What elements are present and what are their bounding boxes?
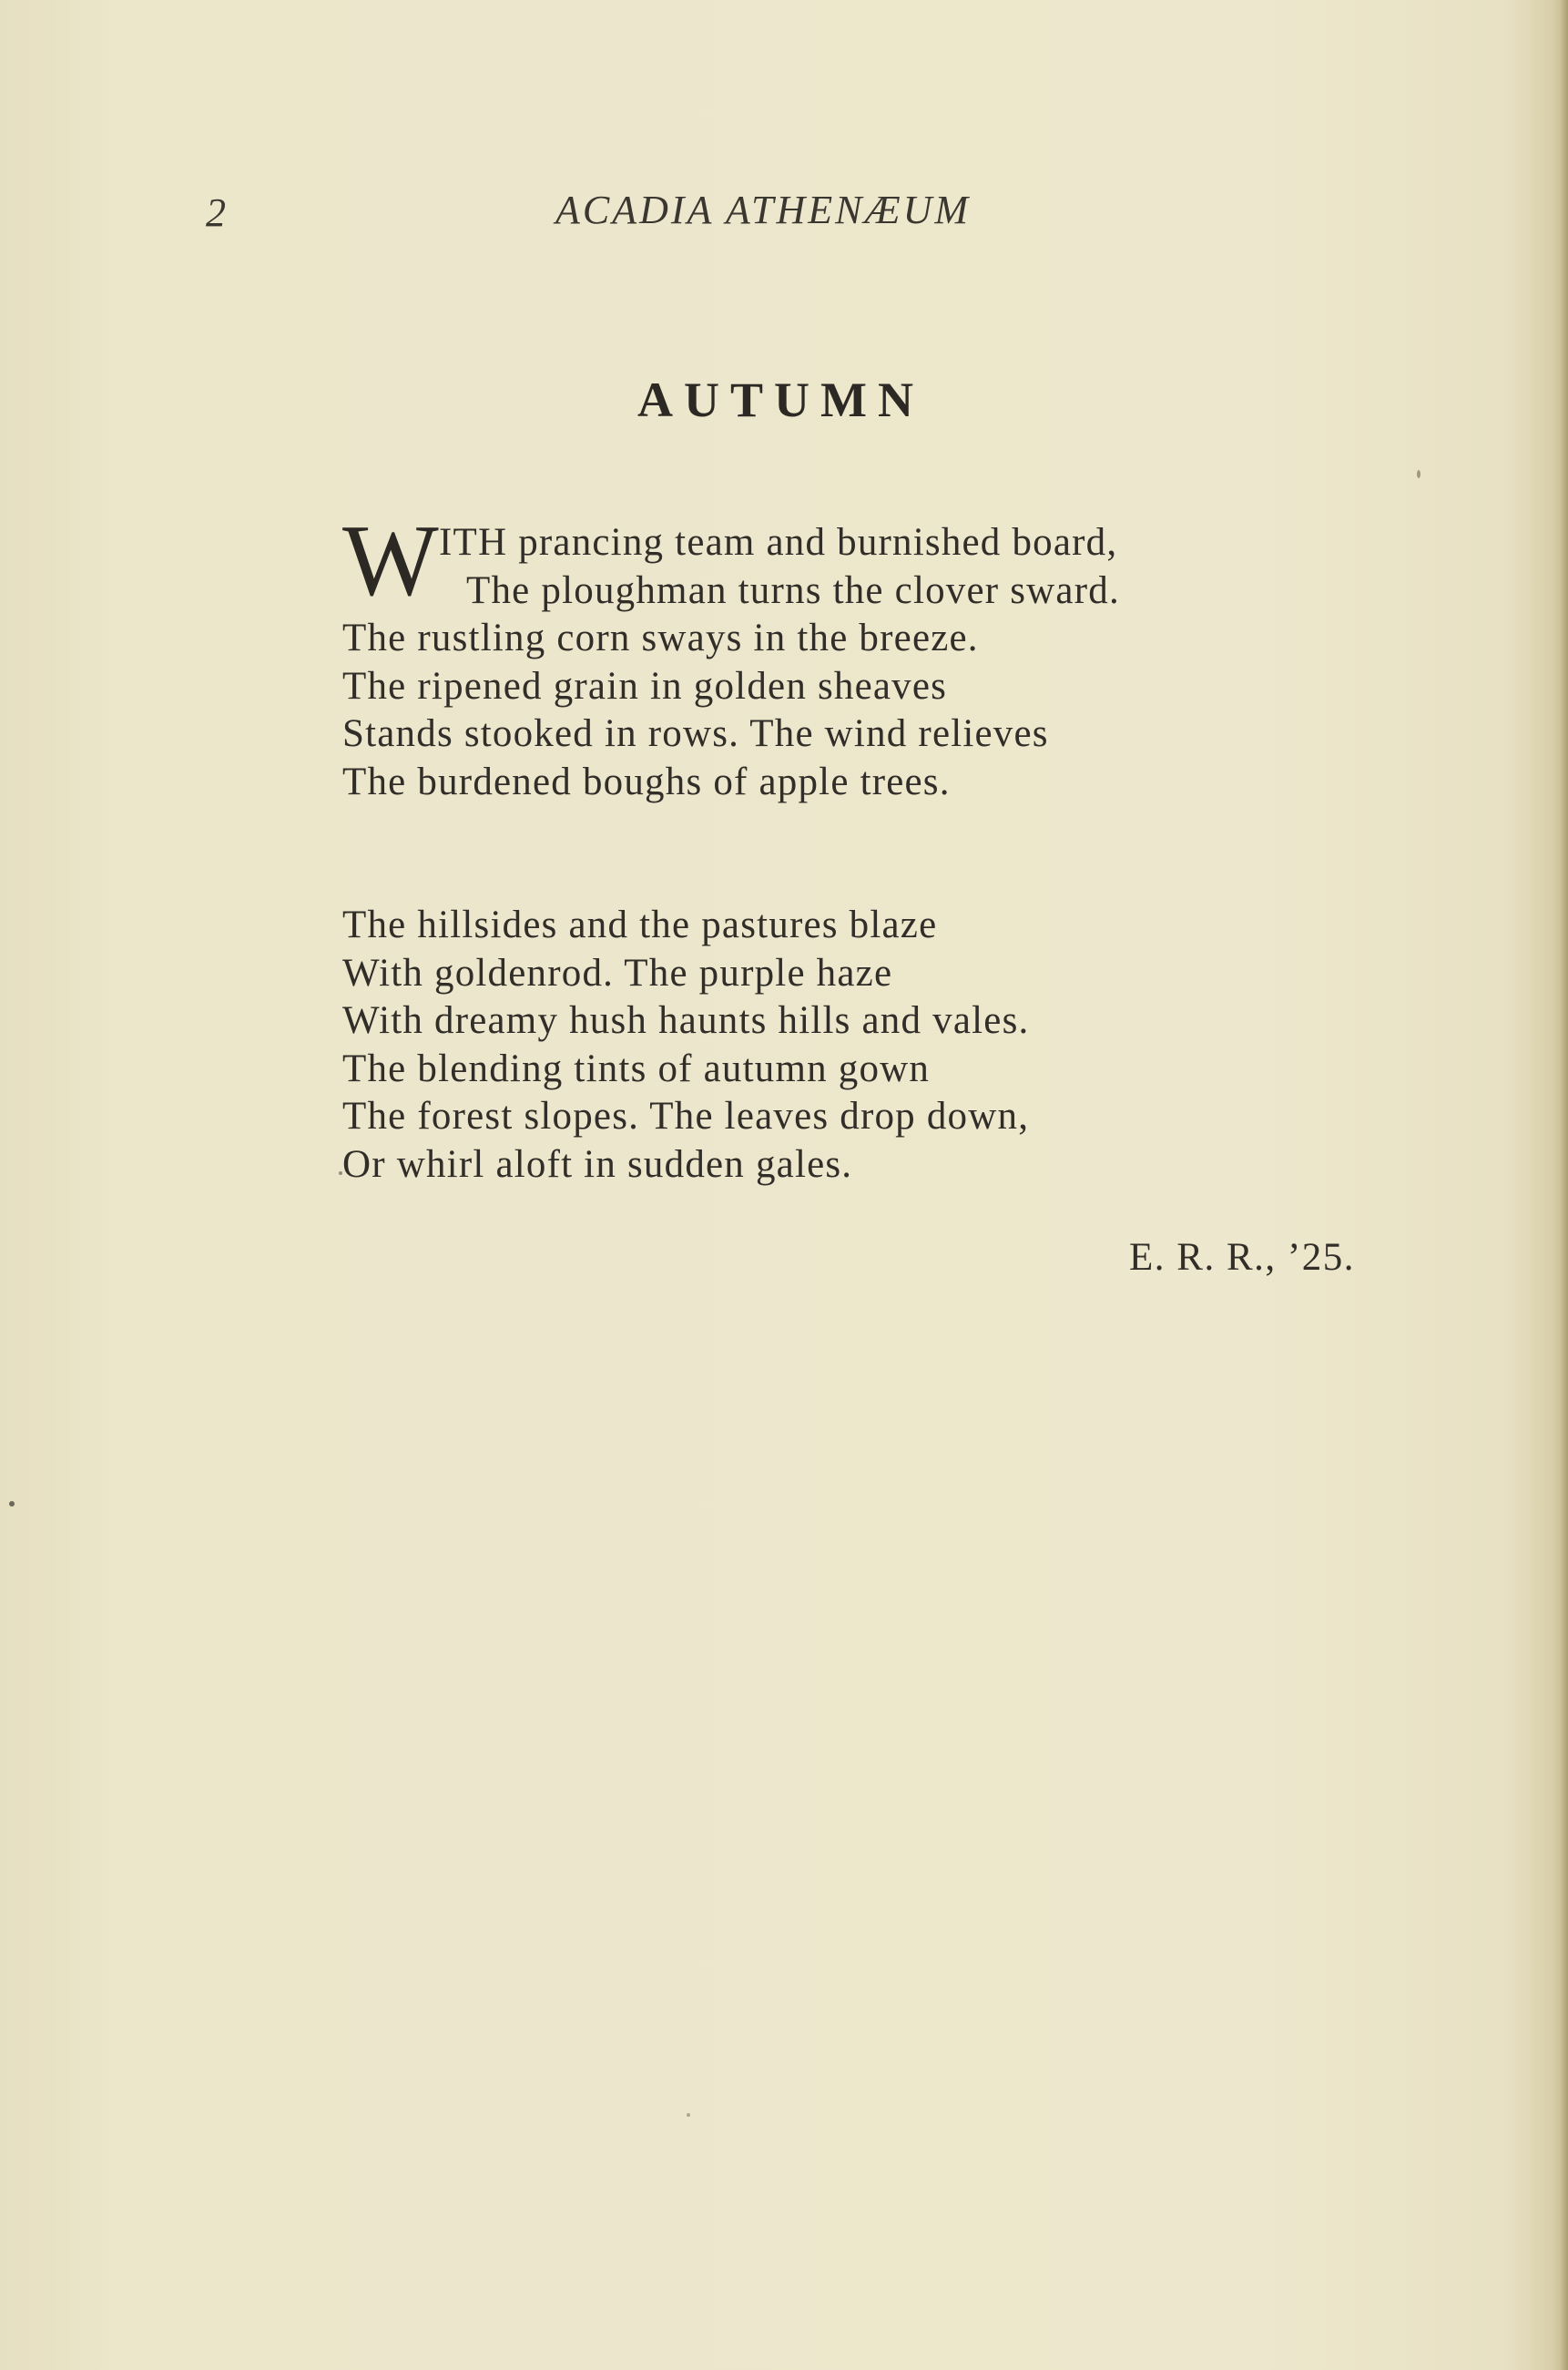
paper-speck bbox=[9, 1501, 15, 1507]
poem-line: Stands stooked in rows. The wind relieves bbox=[342, 712, 1049, 755]
poem-line: The burdened boughs of apple trees. bbox=[342, 760, 951, 803]
poem-line: With dreamy hush haunts hills and vales. bbox=[342, 999, 1030, 1042]
poem-line: Or whirl aloft in sudden gales. bbox=[342, 1142, 853, 1186]
poem-line: The ploughman turns the clover sward. bbox=[466, 568, 1120, 612]
poem-stanza-2 bbox=[342, 902, 1029, 1189]
poem-line: The hillsides and the pastures blaze bbox=[342, 904, 938, 946]
running-head: ACADIA ATHENÆUM bbox=[555, 188, 972, 232]
poem-stanza-1 bbox=[342, 519, 1120, 806]
paper-speck bbox=[1417, 470, 1420, 478]
drop-cap-letter: W bbox=[342, 505, 439, 618]
page-spine-edge bbox=[1559, 0, 1568, 2370]
poem-line: The ripened grain in golden sheaves bbox=[342, 664, 948, 708]
poem-line: The forest slopes. The leaves drop down, bbox=[342, 1095, 1030, 1138]
author-signature: E. R. R., ’25. bbox=[1129, 1236, 1355, 1279]
poem-line: The blending tints of autumn gown bbox=[342, 1047, 931, 1090]
paper-speck bbox=[687, 2113, 690, 2117]
poem-line: The rustling corn sways in the breeze. bbox=[342, 617, 979, 659]
poem-line: ITH prancing team and burnished board, bbox=[439, 521, 1118, 564]
page-number: 2 bbox=[206, 190, 226, 235]
poem-title: AUTUMN bbox=[637, 373, 924, 427]
paper-speck bbox=[339, 1171, 342, 1175]
poem-line: With goldenrod. The purple haze bbox=[342, 951, 893, 995]
